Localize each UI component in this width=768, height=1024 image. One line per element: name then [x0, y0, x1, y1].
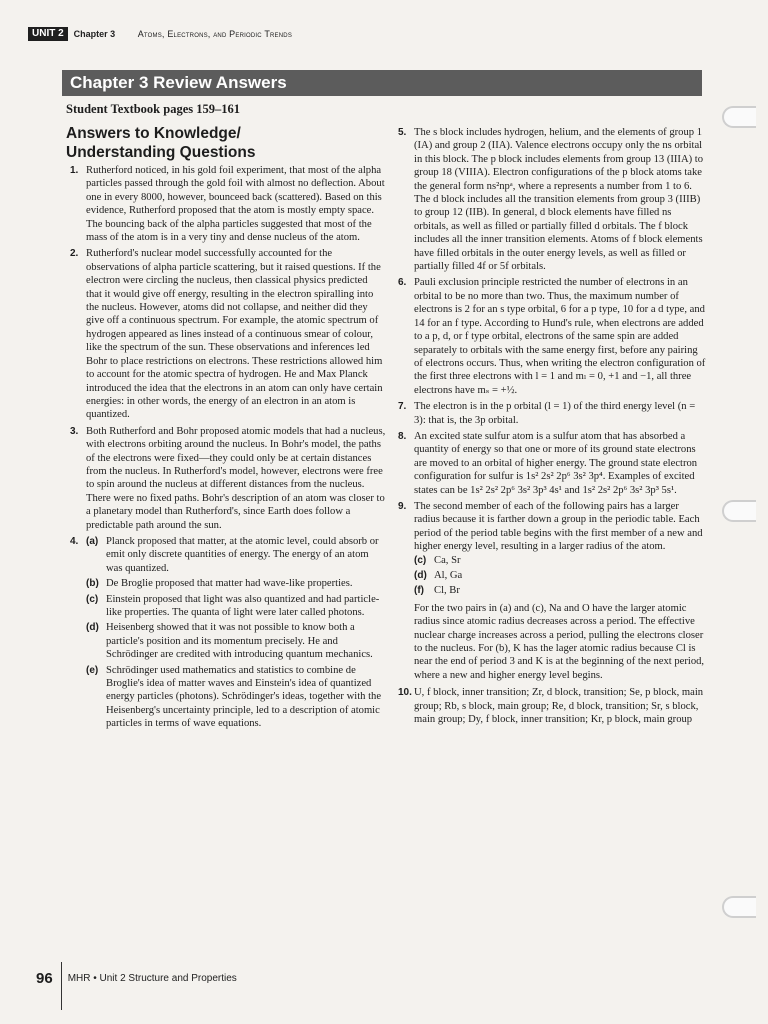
footer-text: MHR • Unit 2 Structure and Properties	[67, 972, 237, 984]
page-number: 96	[36, 969, 53, 987]
answer-1	[70, 164, 386, 244]
sub-text: De Broglie proposed that matter had wave-like properties.	[106, 578, 353, 590]
answer-number: 5.	[398, 127, 407, 138]
answer-text: Both Rutherford and Bohr proposed atomic models that had a nucleus, with electrons orbiting around the nucleus. In Bohr's model, the paths of the electrons were fixed—they could only be at certain distances from the nucleus. In Rutherford's model, however, electrons were free to spin around the nucleus at different distances from the nucleus. There were no fixed paths. Bohr's description of an atom was closer to a planetary model than Rutherford's, since Earth does follow a predictable path around the sun.	[86, 425, 386, 531]
sub-label: (c)	[86, 593, 99, 605]
binder-hole-icon	[722, 500, 756, 522]
sub-text: Heisenberg showed that it was not possible to know both a particle's position and its momentum precisely. He and Schrödinger are credited with introducing quantum mechanics.	[106, 622, 373, 661]
answer-9c	[414, 554, 706, 567]
answer-text: Rutherford noticed, in his gold foil experiment, that most of the alpha particles passed through the gold foil with almost no deflection. About one in every 8000, however, bounceed back (scattered). Based on this evidence, Rutherford proposed that the atom is mostly empty space. The bouncing back of the alpha particles suggested that most of the mass of the atom is in a very tiny and dense nucleus of the atom.	[86, 165, 385, 244]
chapter-label: Chapter 3	[73, 29, 116, 39]
sub-text: Einstein proposed that light was also quantized and had particle-like properties. The quanta of light were later called photons.	[106, 593, 380, 618]
answer-text: Rutherford's nuclear model successfully accounted for the observations of alpha particle scattering, but it raised questions. If the electron were circling the nucleus, then classical physics predicted that it would give off energy, resulting in the electron spiralling into the nucleus. However, atoms did not collapse, and neither did they give off a continuous spectrum. For example, the atomic spectrum of hydrogen appeared as lines instead of a continuous smear of colour, like the spectrum of the sun. These observations and inferences led Bohr to place restrictions on electrons. These restrictions allowed him to account for the atomic spectra of hydrogen. He and Max Planck introduced the idea that the electrons in an atom can only have certain energies: in other words, the energy of an electron in an atom is quantized.	[86, 248, 383, 421]
chapter-subtitle: Atoms, Electrons, and Periodic Trends	[137, 29, 293, 39]
answer-4d	[86, 621, 386, 661]
binder-hole-icon	[722, 896, 756, 918]
answer-number: 10.	[398, 687, 412, 699]
section-heading	[66, 124, 366, 162]
sub-text: Cl, Br	[434, 585, 460, 597]
right-column	[398, 126, 706, 729]
unit-badge: UNIT 2	[28, 27, 68, 41]
answer-number: 8.	[398, 430, 407, 442]
answer-8	[398, 430, 706, 497]
page-footer	[36, 966, 237, 990]
answer-text: Pauli exclusion principle restricted the number of electrons in an orbital to be no more than two. Thus, the maximum number of electrons is 2 for an s type orbital, 6 for a p type, 10 for a d type, and 14 for an f type. According to Hund's rule, when electrons are added to a p, d, or f type orbital, electrons of the same spin are added separately to orbitals with the same energy first, before any pairing of electrons occurs. Thus, when writing the electron configuration of the first three electrons with l = 1 and mₗ = 0, +1 and −1, all three electrons have mₛ = +½.	[414, 277, 706, 396]
sub-label: (c)	[414, 554, 427, 566]
answer-number: 1.	[70, 165, 79, 176]
sub-label: (b)	[86, 578, 99, 590]
answer-number: 7.	[398, 401, 407, 413]
sub-label: (f)	[414, 585, 424, 597]
answer-number: 3.	[70, 425, 79, 437]
sub-label: (a)	[86, 535, 99, 547]
answer-7	[398, 400, 706, 427]
sub-text: Schrödinger used mathematics and statistics to combine de Broglie's idea of matter waves and Einstein's idea of quantized energy particles (photons). Schrödinger's ideas, together with the Heisenberg's uncertainty principle, led to a description of atomic particles in terms of wave equations.	[106, 664, 382, 730]
sub-text: Ca, Sr	[434, 554, 461, 566]
chapter-crumb	[74, 29, 292, 39]
sub-label: (d)	[414, 570, 427, 581]
answer-9f	[414, 584, 706, 597]
sub-text: Planck proposed that matter, at the atomic level, could absorb or emit only discrete quantities of energy. The energy of an atom was quantized.	[106, 535, 379, 574]
answer-4e	[86, 664, 386, 731]
answer-number: 2.	[70, 248, 79, 260]
answer-text: The s block includes hydrogen, helium, and the elements of group 1 (IA) and group 2 (IIA). Valence electrons occupy only the ns orbital in this block. The p block includes elements from group 13 (IIIA) to group 18 (VIIIA). Electron configurations of the p block atoms take the general form ns²npᵃ, where a represents a number from 1 to 6. The d block includes all the transition elements from group 3 (IIIB) to group 12 (IIB). In general, d block elements have filled ns orbitals, as well as filled or partially filled d orbitals. The f block includes all the inner transition elements. Atoms of f block elements have filled orbitals in the outer energy levels, as well as filled or partially filled 4f or 5f orbitals.	[414, 127, 704, 273]
answer-6	[398, 276, 706, 397]
answer-text: U, f block, inner transition; Zr, d block, transition; Se, p block, main group; Rb, s block, main group; Re, d block, transition; Sr, s block, main group; Dy, f block, inner transition; Kr, p block, main group	[414, 687, 704, 726]
answer-text: An excited state sulfur atom is a sulfur atom that has absorbed a quantity of energy so that one or more of its ground state electrons are moved to an orbital of higher energy. The ground state electron configuration for sulfur is 1s² 2s² 2p⁶ 3s² 3p⁴. Examples of excited states can be 1s² 2s² 2p⁶ 3s² 3p³ 4s¹ and 1s² 2s² 2p⁶ 3s² 3p³ 5s¹.	[414, 430, 698, 496]
answer-number: 4.	[70, 535, 79, 547]
answer-number: 6.	[398, 277, 407, 289]
section-heading-line-1: Answers to Knowledge/	[66, 125, 241, 142]
sub-label: (e)	[86, 664, 99, 676]
textbook-pages-line: Student Textbook pages 159–161	[66, 102, 240, 116]
footer-divider	[61, 962, 62, 1010]
running-header	[28, 27, 292, 41]
answer-9-followup: For the two pairs in (a) and (c), Na and O have the larger atomic radius since atomic radius decreases across a period. The effective nuclear charge increases across a period, pulling the electrons closer to the nucleus. For (b), K has the lager atomic radius because Cl is near the end of period 3 and K is at the beginning of the next period, where a new and higher energy level begins.	[414, 602, 705, 681]
answer-4b	[86, 577, 386, 590]
answer-text: The second member of each of the following pairs has a larger radius because it is farther down a group in the periodic table. Each period of the period table begins with the first member of a new and higher energy level, resulting in a larger radius of the atom.	[414, 500, 703, 553]
page-title: Chapter 3 Review Answers	[62, 70, 702, 96]
answer-4a	[86, 535, 386, 575]
answer-text: The electron is in the p orbital (l = 1) of the third energy level (n = 3): that is, the 3p orbital.	[414, 401, 696, 426]
answer-3	[70, 425, 386, 532]
answer-5	[398, 126, 706, 273]
binder-hole-icon	[722, 106, 756, 128]
answer-9d	[414, 569, 706, 582]
answer-10	[398, 686, 706, 726]
sub-text: Al, Ga	[434, 570, 463, 581]
left-column	[70, 164, 386, 734]
sub-label: (d)	[86, 622, 99, 634]
answer-2	[70, 247, 386, 421]
answer-number: 9.	[398, 500, 407, 512]
answer-4	[70, 535, 386, 731]
answer-4c	[86, 593, 386, 620]
answer-9	[398, 500, 706, 598]
section-heading-line-2: Understanding Questions	[66, 144, 256, 161]
